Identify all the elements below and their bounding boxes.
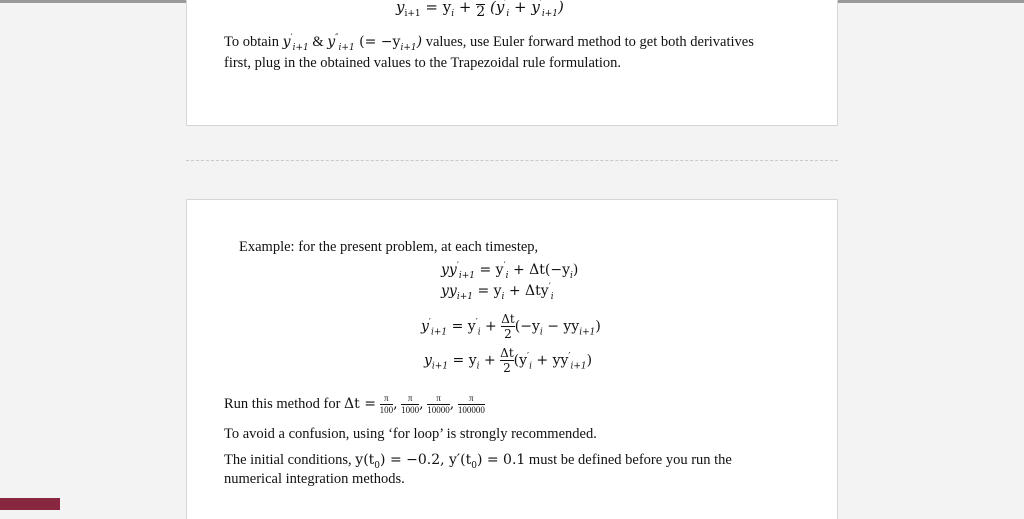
equation-trapezoid-derivative: $y'_{i+1} = y'_i$ + $\frac{\Delta t}{2}$ $(-y_i - yy_{i+1})$	[421, 312, 601, 341]
initial-conditions-line2: numerical integration methods.	[224, 471, 405, 487]
equation-trapezoid-value: $y_{i+1} = y_i$ + $\frac{\Delta t}{2}$ $(y'_i + yy'_{i+1})$	[424, 346, 593, 375]
page-separator	[186, 160, 838, 161]
accent-bar	[0, 498, 60, 510]
for-loop-note: To avoid a confusion, using ‘for loop’ is strongly recommended.	[224, 426, 597, 442]
equation-euler-value: $yy_{i+1} = y_i + \Delta ty'_i$	[441, 282, 554, 302]
equation-euler-derivative: $yy'_{i+1} = y'_i + \Delta t(-y_i)$	[441, 261, 579, 281]
run-method-line: Run this method for Δt = $\frac{\pi}{100}$ , $\frac{\pi}{1000}$ , $\frac{\pi}{10000}$ , $\frac{\pi}{100000}$	[224, 393, 485, 415]
paragraph-obtain-line2: first, plug in the obtained values to the Trapezoidal rule formulation.	[224, 55, 622, 71]
example-heading: Example: for the present problem, at each timestep,	[239, 239, 539, 255]
paragraph-obtain: To obtain $y'_{i+1}$ & $y''_{i+1}$ (= $-y_{i+1}$) values, use Euler forward method to get both derivatives	[224, 33, 754, 53]
initial-conditions-line1: The initial conditions, $y(t_0) = -0.2$, $y'(t_0) = 0.1$ must be defined before you run the	[224, 452, 732, 471]
equation-top: $y_{i+1} = y_i$ + 2 $(y'_i + y'_{i+1})$	[396, 0, 564, 20]
